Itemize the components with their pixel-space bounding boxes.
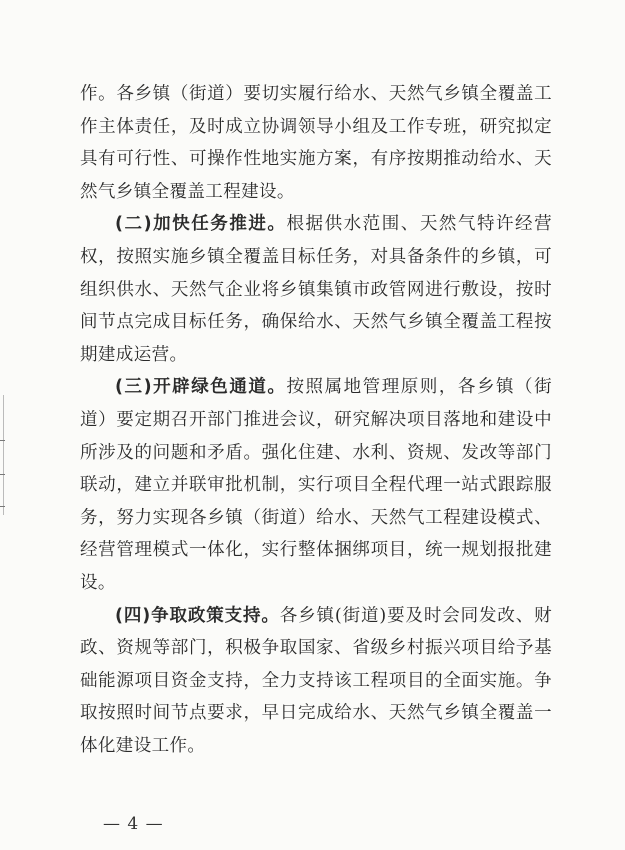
paragraph-3-text: 按照属地管理原则，各乡镇（街道）要定期召开部门推进会议，研究解决项目落地和建设中所涉及的问题和矛盾。强化住建、水利、资规、发改等部门联动，建立并联审批机制，实行项目全程代理一站式跟踪服务，努力实现各乡镇（街道）给水、天然气工程建设模式、经营管理模式一体化，实行整体捆绑项目，统一规划报批建设。	[80, 377, 552, 593]
paragraph-1-text: 作。各乡镇（街道）要切实履行给水、天然气乡镇全覆盖工作主体责任，及时成立协调领导小组及工作专班，研究拟定具有可行性、可操作性地实施方案，有序按期推动给水、天然气乡镇全覆盖工程建设。	[80, 84, 552, 202]
paragraph-3-heading: (三)开辟绿色通道。	[115, 377, 287, 398]
paragraph-2-heading: (二)加快任务推进。	[115, 214, 287, 235]
paragraph-1	[80, 78, 552, 208]
binding-mark	[0, 440, 5, 441]
binding-mark	[0, 474, 5, 475]
paragraph-2	[80, 208, 552, 371]
binding-mark	[0, 506, 5, 507]
document-body	[80, 78, 552, 762]
paragraph-4	[80, 600, 552, 763]
binding-margin-line	[3, 395, 4, 515]
paragraph-3	[80, 371, 552, 599]
paragraph-2-text: 根据供水范围、天然气特许经营权，按照实施乡镇全覆盖目标任务，对具备条件的乡镇，可组织供水、天然气企业将乡镇集镇市政管网进行敷设，按时间节点完成目标任务，确保给水、天然气乡镇全覆盖工程按期建成运营。	[80, 214, 552, 365]
paragraph-4-heading: (四)争取政策支持。	[115, 605, 280, 626]
page-number: — 4 —	[103, 814, 164, 834]
paragraph-4-text: 各乡镇(街道)要及时会同发改、财政、资规等部门，积极争取国家、省级乡村振兴项目给予基础能源项目资金支持，全力支持该工程项目的全面实施。争取按照时间节点要求，早日完成给水、天然气乡镇全覆盖一体化建设工作。	[80, 605, 552, 756]
